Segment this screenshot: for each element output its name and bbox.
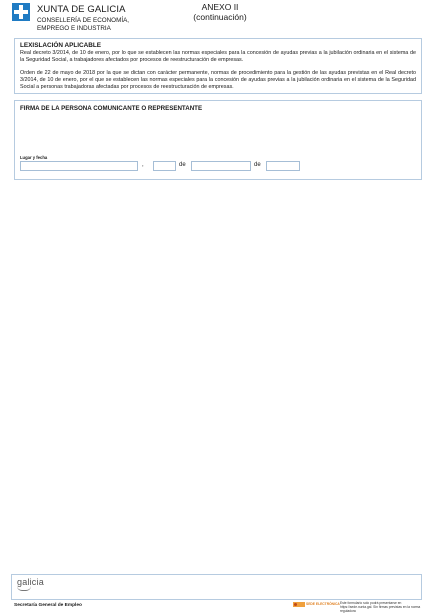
galicia-logo-text: galicia <box>17 577 44 587</box>
legislation-paragraph-2: Orden de 22 de mayo de 2018 por la que se dictan con carácter permanente, normas de procedimiento para la gestión de las ayudas previstas en el Real decreto 3/2014, de 10 de enero, por el que se establecen las normas especiales para la concesión de ayudas previas a la jubilación ordinaria en el sistema de la Seguridad Social a personas trabajadoras afectadas por procesos de reestructuración de empresas. <box>20 70 416 90</box>
legislation-heading: LEXISLACIÓN APLICABLE <box>20 42 102 49</box>
department-line-2: EMPREGO E INDUSTRIA <box>37 24 111 32</box>
signature-heading: FIRMA DE LA PERSONA COMUNICANTE O REPRESENTANTE <box>20 105 203 112</box>
galicia-logo <box>17 577 44 591</box>
footer-box <box>11 574 422 600</box>
department-name <box>37 17 157 32</box>
department-line-1: CONSELLERÍA DE ECONOMÍA, <box>37 17 130 24</box>
year-field[interactable] <box>266 161 300 171</box>
signature-section <box>14 100 422 180</box>
legislation-section <box>14 38 422 94</box>
sede-name: SEDE ELECTRÓNICA <box>306 602 340 606</box>
org-name: XUNTA DE GALICIA <box>37 4 126 15</box>
annex-subtitle: (continuación) <box>193 11 247 22</box>
place-field[interactable] <box>20 161 138 171</box>
month-field[interactable] <box>191 161 251 171</box>
de-separator-1: de <box>179 162 186 168</box>
de-separator-2: de <box>254 162 261 168</box>
legislation-paragraph-1: Real decreto 3/2014, de 10 de enero, por lo que se establecen las normas especiales para la concesión de ayudas previas a la jubilación ordinaria en el sistema de la Seguridad Social, a trabajadores afectados por procesos de reestructuración de empresas. <box>20 50 416 63</box>
comma-separator: , <box>142 162 144 168</box>
day-field[interactable] <box>153 161 176 171</box>
place-date-label: Lugar y fecha <box>20 155 48 160</box>
sede-electronica-icon <box>293 602 305 607</box>
annex-title-text: ANEXO II <box>201 2 239 12</box>
xunta-logo-icon <box>12 3 30 21</box>
annex-title <box>180 3 260 22</box>
footer-department: Secretaría General de Empleo <box>14 603 82 608</box>
sede-note: Este formulario solo podrá presentarse en https://sede.xunta.gal. Sin firmas previstas en la norma reguladora <box>340 601 421 613</box>
